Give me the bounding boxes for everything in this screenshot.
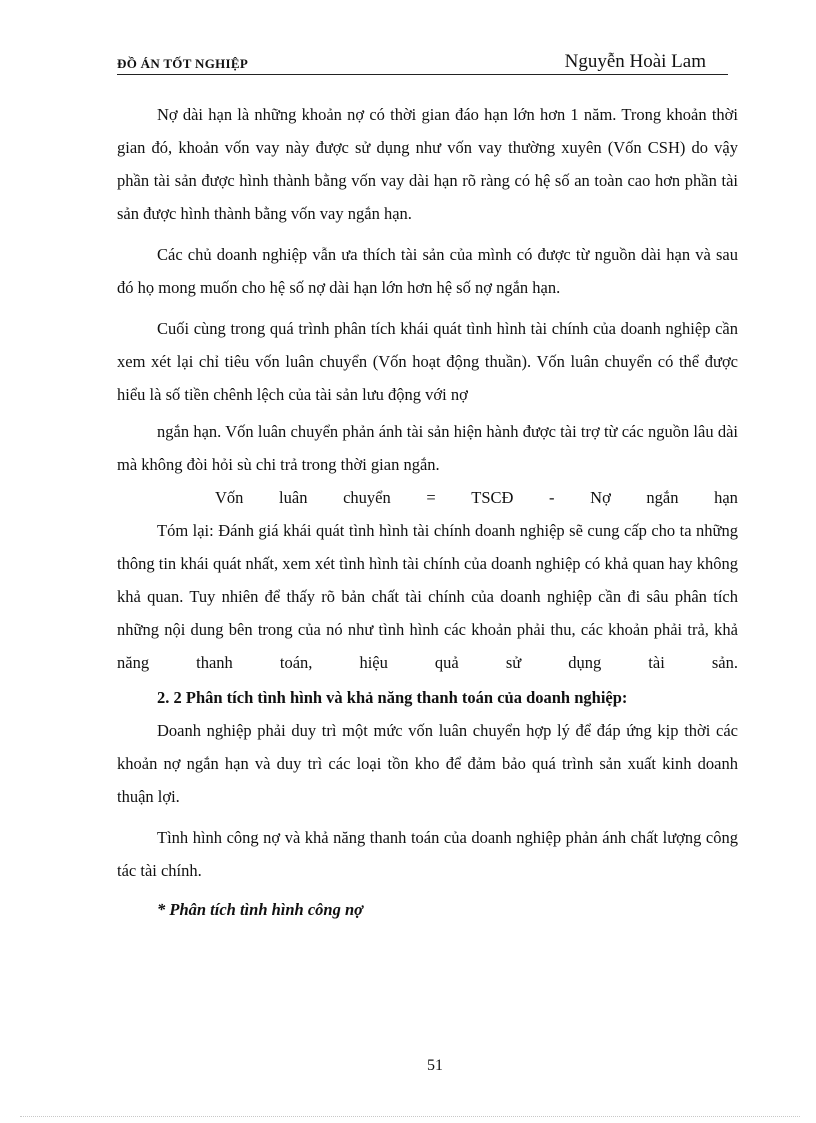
formula-word: TSCĐ xyxy=(471,488,514,507)
page-header xyxy=(117,50,728,74)
page-number: 51 xyxy=(427,1057,443,1074)
paragraph-long-term-debt: Nợ dài hạn là những khoản nợ có thời gian đáo hạn lớn hơn 1 năm. Trong khoản thời gian đó, khoản vốn vay này được sử dụng như vốn vay thường xuyên (Vốn CSH) do vậy phần tài sản được hình thành bằng vốn vay dài hạn rõ ràng có hệ số an toàn cao hơn phần tài sản được hình thành bằng vốn vay ngắn hạn. xyxy=(117,105,738,223)
page-bottom-border xyxy=(20,1116,800,1117)
paragraph-working-capital: Cuối cùng trong quá trình phân tích khái quát tình hình tài chính của doanh nghiệp cần xem xét lại chỉ tiêu vốn luân chuyển (Vốn hoạt động thuần). Vốn luân chuyển có thể được hiểu là số tiền chênh lệch của tài sản lưu động với nợ xyxy=(117,319,738,404)
formula-word: luân xyxy=(279,488,308,507)
formula-word: chuyển xyxy=(343,488,391,507)
paragraph-owners-preference: Các chủ doanh nghiệp vẫn ưa thích tài sản của mình có được từ nguồn dài hạn và sau đó họ mong muốn cho hệ số nợ dài hạn lớn hơn hệ số nợ ngắn hạn. xyxy=(117,245,738,297)
sub-heading-debt-analysis: * Phân tích tình hình công nợ xyxy=(157,900,364,919)
paragraph-summary: Tóm lại: Đánh giá khái quát tình hình tài chính doanh nghiệp sẽ cung cấp cho ta những thông tin khái quát nhất, xem xét tình hình tài chính của doanh nghiệp có khả quan hay không khả quan. Tuy nhiên để thấy rõ bản chất tài chính của doanh nghiệp cần đi sâu phân tích những nội dung bên trong của nó như tình hình các khoản phải thu, các khoản phải trả, khả năng thanh toán, hiệu quả sử dụng tài sản. xyxy=(117,521,738,672)
section-heading: 2. 2 Phân tích tình hình và khả năng thanh toán của doanh nghiệp: xyxy=(157,688,628,707)
formula-word: ngắn xyxy=(646,488,679,507)
paragraph-maintain-capital: Doanh nghiệp phải duy trì một mức vốn luân chuyển hợp lý để đáp ứng kịp thời các khoản nợ ngắn hạn và duy trì các loại tồn kho để đảm bảo quá trình sản xuất kinh doanh thuận lợi. xyxy=(117,721,738,806)
paragraph-working-capital-continued: ngắn hạn. Vốn luân chuyển phản ánh tài sản hiện hành được tài trợ từ các nguồn lâu dài mà không đòi hỏi sù chi trả trong thời gian ngắn. xyxy=(117,422,738,474)
document-body xyxy=(117,98,738,926)
formula-word: Vốn xyxy=(215,488,244,507)
header-author: Nguyễn Hoài Lam xyxy=(564,51,706,72)
header-title: ĐỒ ÁN TỐT NGHIỆP xyxy=(117,56,249,71)
working-capital-formula xyxy=(215,481,738,514)
formula-word: Nợ xyxy=(590,488,611,507)
header-underline xyxy=(117,74,728,75)
formula-minus: - xyxy=(549,488,555,507)
formula-word: hạn xyxy=(714,488,738,507)
paragraph-debt-situation: Tình hình công nợ và khả năng thanh toán của doanh nghiệp phản ánh chất lượng công tác tài chính. xyxy=(117,828,738,880)
formula-equals: = xyxy=(426,488,436,507)
